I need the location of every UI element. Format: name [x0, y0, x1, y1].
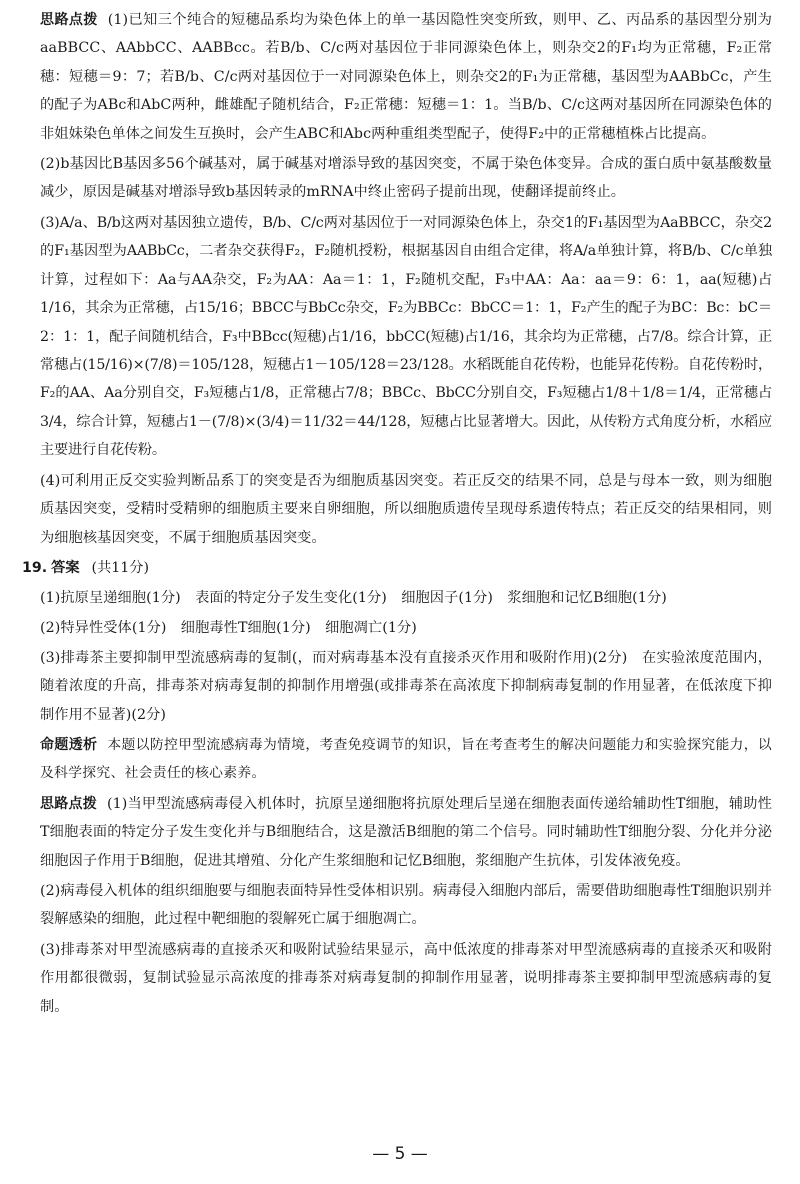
analysis-q19-text-3: (3)排毒茶对甲型流感病毒的直接杀灭和吸附试验结果显示，高中低浓度的排毒茶对甲型流感病毒的直接杀灭和吸附作用都很微弱，复制试验显示高浓度的排毒茶对病毒复制的抑制作用显著，说明排毒茶主要抑制甲型流感病毒的复制。 — [40, 942, 772, 1015]
answer-label: 答案 — [51, 560, 80, 576]
analysis-q19-paragraph-3 — [40, 936, 772, 1021]
analysis-text-2: (2)b基因比B基因多56个碱基对，属于碱基对增添导致的基因突变，不属于染色体变异。合成的蛋白质中氨基酸数量减少，原因是碱基对增添导致b基因转录的mRNA中终止密码子提前出现，使翻译提前终止。 — [40, 156, 772, 201]
analysis-text-1: (1)已知三个纯合的短穗品系均为染色体上的单一基因隐性突变所致，则甲、乙、丙品系的基因型分别为aaBBCC、AAbbCC、AABBcc。若B/b、C/c两对基因位于非同源染色体上，则杂交2的F₁均为正常穗，F₂正常穗：短穗＝9：7；若B/b、C/c两对基因位于一对同源染色体上，则杂交2的F₁为正常穗，基因型为AABbCc，产生的配子为ABc和AbC两种，雌雄配子随机结合，F₂正常穗：短穗＝1：1。当B/b、C/c这两对基因所在同源染色体的非姐妹染色单体之间发生互换时，会产生ABC和Abc两种重组类型配子，使得F₂中的正常穗植株占比提高。 — [40, 12, 772, 142]
question-number: 19. — [22, 560, 48, 576]
analysis-section-q18 — [40, 6, 772, 148]
analysis-q19-text-1: (1)当甲型流感病毒侵入机体时，抗原呈递细胞将抗原处理后呈递在细胞表面传递给辅助性T细胞，辅助性T细胞表面的特定分子发生变化并与B细胞结合，这是激活B细胞的第二个信号。同时辅助性T细胞分裂、分化并分泌细胞因子作用于B细胞，促进其增殖、分化产生浆细胞和记忆B细胞，浆细胞产生抗体，引发体液免疫。 — [40, 796, 772, 869]
page-number: — 5 — — [372, 1144, 428, 1164]
intent-label: 命题透析 — [40, 737, 98, 753]
analysis-label-q19: 思路点拨 — [40, 796, 97, 812]
analysis-q19-paragraph-2 — [40, 877, 772, 934]
analysis-paragraph-2 — [40, 150, 772, 207]
answer-19-1 — [40, 584, 772, 612]
question-points: (共11分) — [91, 560, 150, 576]
analysis-q19-text-2: (2)病毒侵入机体的组织细胞要与细胞表面特异性受体相识别。病毒侵入细胞内部后，需要借助细胞毒性T细胞识别并裂解感染的细胞，此过程中靶细胞的裂解死亡属于细胞凋亡。 — [40, 883, 772, 928]
analysis-paragraph-3 — [40, 209, 772, 465]
analysis-paragraph-4-wrap — [40, 467, 772, 552]
question-19-header — [22, 554, 772, 582]
analysis-section-q19 — [40, 790, 772, 875]
answer-19-2 — [40, 614, 772, 642]
intent-text: 本题以防控甲型流感病毒为情境，考查免疫调节的知识，旨在考查考生的解决问题能力和实验探究能力，以及科学探究、社会责任的核心素养。 — [40, 737, 772, 782]
analysis-paragraph-1 — [40, 6, 772, 148]
answer-text-2: (2)特异性受体(1分) 细胞毒性T细胞(1分) 细胞凋亡(1分) — [40, 620, 417, 636]
analysis-text-4: (4)可利用正反交实验判断品系丁的突变是否为细胞质基因突变。若正反交的结果不同，总是与母本一致，则为细胞质基因突变，受精时受精卵的细胞质主要来自卵细胞，所以细胞质遗传呈现母系遗传特点；若正反交的结果相同，则为细胞核基因突变，不属于细胞质基因突变。 — [40, 473, 772, 546]
answer-text-1: (1)抗原呈递细胞(1分) 表面的特定分子发生变化(1分) 细胞因子(1分) 浆细胞和记忆B细胞(1分) — [40, 590, 667, 606]
analysis-text-3: (3)A/a、B/b这两对基因独立遗传，B/b、C/c两对基因位于一对同源染色体上，杂交1的F₁基因型为AaBBCC，杂交2的F₁基因型为AABbCc，二者杂交获得F₂，F₂随机授粉，根据基因自由组合定律，将A/a单独计算，将B/b、C/c单独计算，过程如下：Aa与AA杂交，F₂为AA：Aa＝1：1，F₂随机交配，F₃中AA：Aa：aa＝9：6：1，aa(短穗)占1/16，其余为正常穗，占15/16；BBCC与BbCc杂交，F₂为BBCc：BbCC＝1：1，F₂产生的配子为BC：Bc：bC＝2：1：1，配子间随机结合，F₃中BBcc(短穗)占1/16，bbCC(短穗)占1/16，其余均为正常穗，占7/8。综合计算，正常穗占(15/16)×(7/8)＝105/128，短穗占1－105/128＝23/128。水稻既能自花传粉，也能异花传粉。自花传粉时，F₂的AA、Aa分别自交，F₃短穗占1/8，正常穗占7/8；BBCc、BbCC分别自交，F₃短穗占1/8＋1/8＝1/4，正常穗占3/4，综合计算，短穗占1－(7/8)×(3/4)＝11/32＝44/128，短穗占比显著增大。因此，从传粉方式角度分析，水稻应主要进行自花传粉。 — [40, 215, 772, 459]
answer-19-3 — [40, 644, 772, 729]
answer-text-3: (3)排毒茶主要抑制甲型流感病毒的复制(，而对病毒基本没有直接杀灭作用和吸附作用)(2分) 在实验浓度范围内，随着浓度的升高，排毒茶对病毒复制的抑制作用增强(或排毒茶在高浓度下抑制病毒复制的作用显著，在低浓度下抑制作用不显著)(2分) — [40, 650, 772, 723]
intent-section — [40, 731, 772, 788]
analysis-label: 思路点拨 — [40, 12, 98, 28]
